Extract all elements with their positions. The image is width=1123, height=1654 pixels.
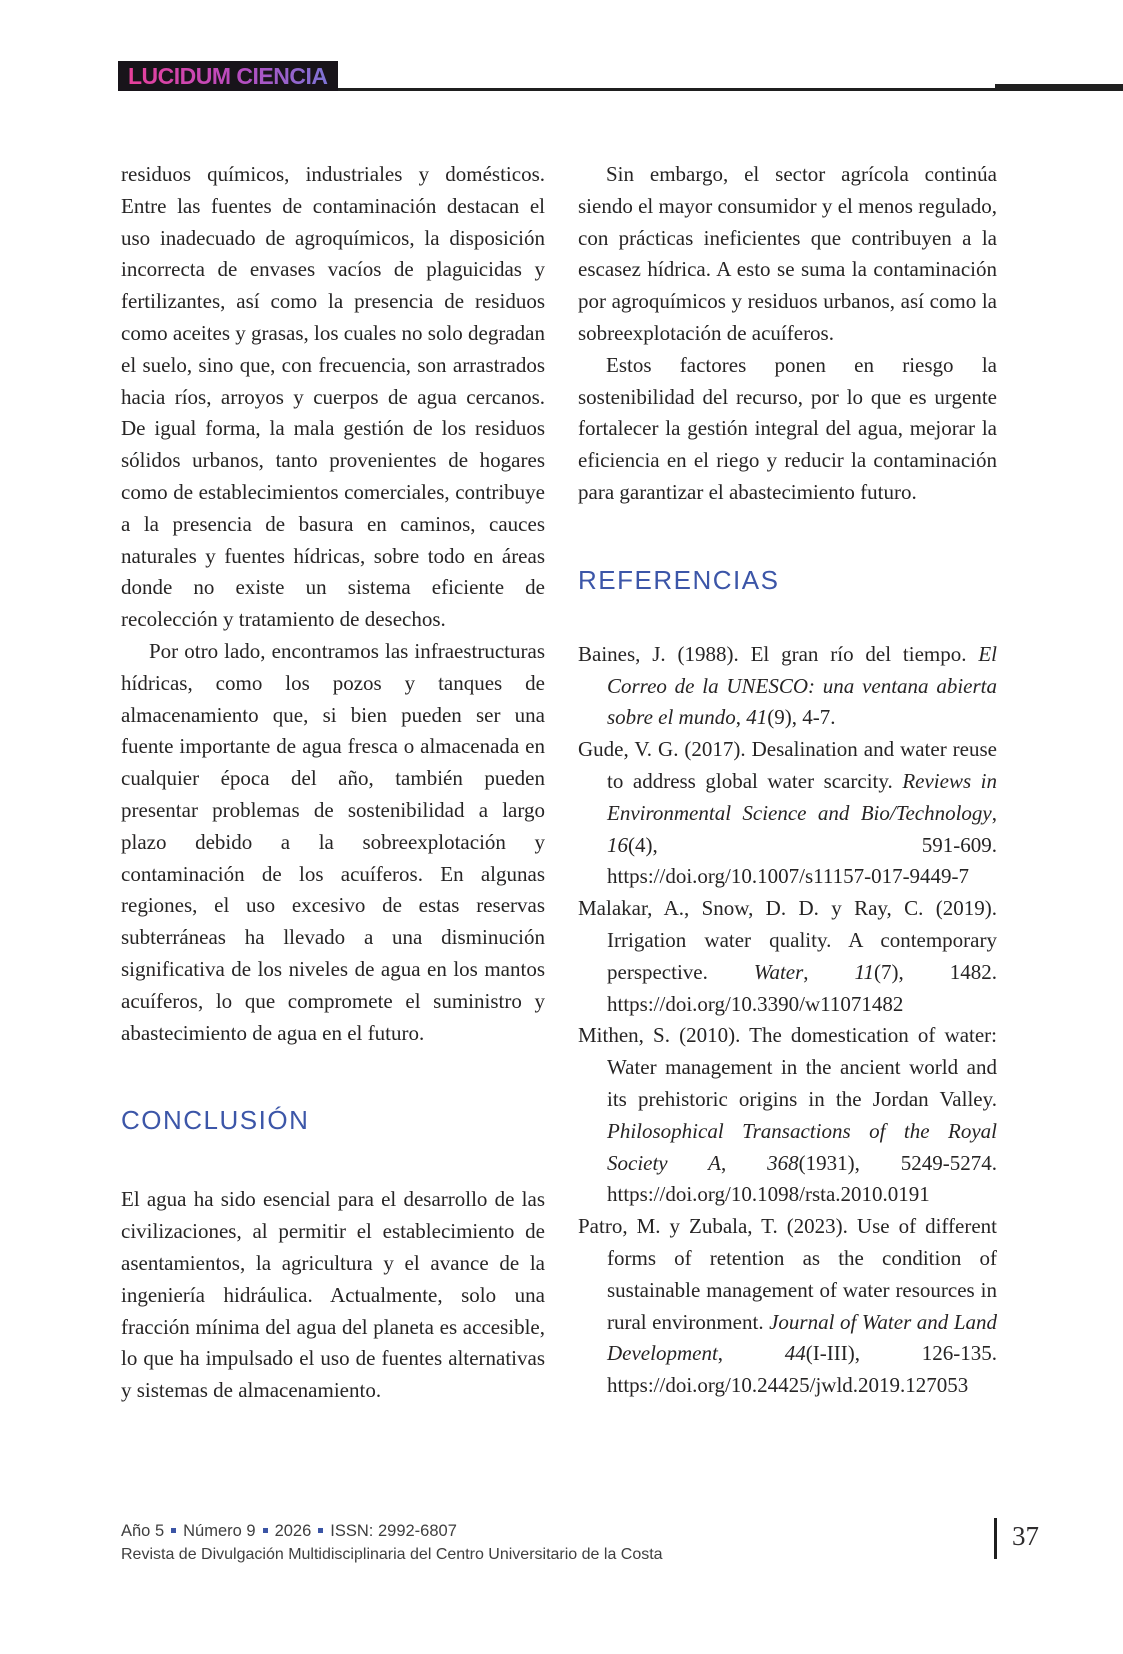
references-heading: REFERENCIAS [578,564,780,595]
page-number: 37 [1012,1521,1039,1551]
journal-logo-text: LUCIDUM CIENCIA [128,62,328,89]
footer-meta [121,1519,663,1567]
separator-square-icon [318,1528,323,1533]
body-paragraph: Por otro lado, encontramos las infraestructuras hídricas, como los pozos y tanques de almacenamiento que, si bien pueden ser una fuente importante de agua fresca o almacenada en cualquier época del año, también pueden presentar problemas de sostenibilidad a largo plazo debido a la sobreexplotación y contaminación de los acuíferos. En algunas regiones, el uso excesivo de estas reservas subterráneas ha llevado a una disminución significativa de los niveles de agua en los mantos acuíferos, lo que compromete el suministro y abastecimiento de agua en el futuro. [121,638,545,1045]
body-paragraph: Sin embargo, el sector agrícola continúa siendo el mayor consumidor y el menos regulado, con prácticas ineficientes que contribuyen a la escasez hídrica. A esto se suma la contaminación por agroquímicos y residuos urbanos, así como la sobreexplotación de acuíferos. [578,162,997,345]
reference-item: Patro, M. y Zubala, T. (2023). Use of different forms of retention as the condition of sustainable management of water resources in rural environment. Journal of Water and Land Development, 44(I-III), 126-135. https://doi.org/10.24425/jwld.2019.127053 [578,1214,997,1398]
reference-item: Gude, V. G. (2017). Desalination and water reuse to address global water scarcity. Reviews in Environmental Science and Bio/Technology, 16(4), 591-609. https://doi.org/10.1007/s11157-017-9449-7 [578,737,998,889]
reference-item: Mithen, S. (2010). The domestication of water: Water management in the ancient world and its prehistoric origins in the Jordan Valley. Philosophical Transactions of the Royal Society A, 368(1931), 5249-5274. https://doi.org/10.1098/rsta.2010.0191 [578,1023,997,1207]
journal-logo [118,61,338,91]
issue-number: Número 9 [183,1522,256,1540]
header-rule-thick [995,84,1123,91]
reference-item: Malakar, A., Snow, D. D. y Ray, C. (2019). Irrigation water quality. A contemporary perspective. Water, 11(7), 1482. https://doi.org/10.3390/w11071482 [578,896,997,1016]
right-column [578,159,997,1402]
body-paragraph: Estos factores ponen en riesgo la sostenibilidad del recurso, por lo que es urgente fortalecer la gestión integral del agua, mejorar la eficiencia en el riego y reducir la contaminación para garantizar el abastecimiento futuro. [578,352,997,504]
body-paragraph-continuation: residuos químicos, industriales y domésticos. Entre las fuentes de contaminación destacan el uso inadecuado de agroquímicos, la disposición incorrecta de envases vacíos de plaguicidas y fertilizantes, así como la presencia de residuos como aceites y grasas, los cuales no solo degradan el suelo, sino que, con frecuencia, son arrastrados hacia ríos, arroyos y cuerpos de agua cercanos. De igual forma, la mala gestión de los residuos sólidos urbanos, tanto provenientes de hogares como de establecimientos comerciales, contribuye a la presencia de basura en caminos, cauces naturales y fuentes hídricas, sobre todo en áreas donde no existe un sistema eficiente de recolección y tratamiento de desechos. [121,162,545,632]
references-list [578,639,997,1402]
journal-name: Revista de Divulgación Multidisciplinaria del Centro Universitario de la Costa [121,1546,663,1563]
issue-issn: ISSN: 2992-6807 [330,1522,457,1540]
issue-info [121,1519,663,1543]
page-number-rule [994,1518,997,1559]
issue-date: 2026 [274,1522,312,1540]
left-column [121,159,545,1407]
issue-year: Año 5 [121,1522,165,1540]
separator-square-icon [171,1528,176,1533]
conclusion-paragraph: El agua ha sido esencial para el desarrollo de las civilizaciones, al permitir el establecimiento de asentamientos, la agricultura y el avance de la ingeniería hidráulica. Actualmente, solo una fracción mínima del agua del planeta es accesible, lo que ha impulsado el uso de fuentes alternativas y sistemas de almacenamiento. [121,1187,545,1403]
separator-square-icon [263,1528,268,1533]
reference-item: Baines, J. (1988). El gran río del tiempo. El Correo de la UNESCO: una ventana abierta sobre el mundo, 41(9), 4-7. [578,641,997,730]
conclusion-heading: CONCLUSIÓN [121,1105,310,1136]
